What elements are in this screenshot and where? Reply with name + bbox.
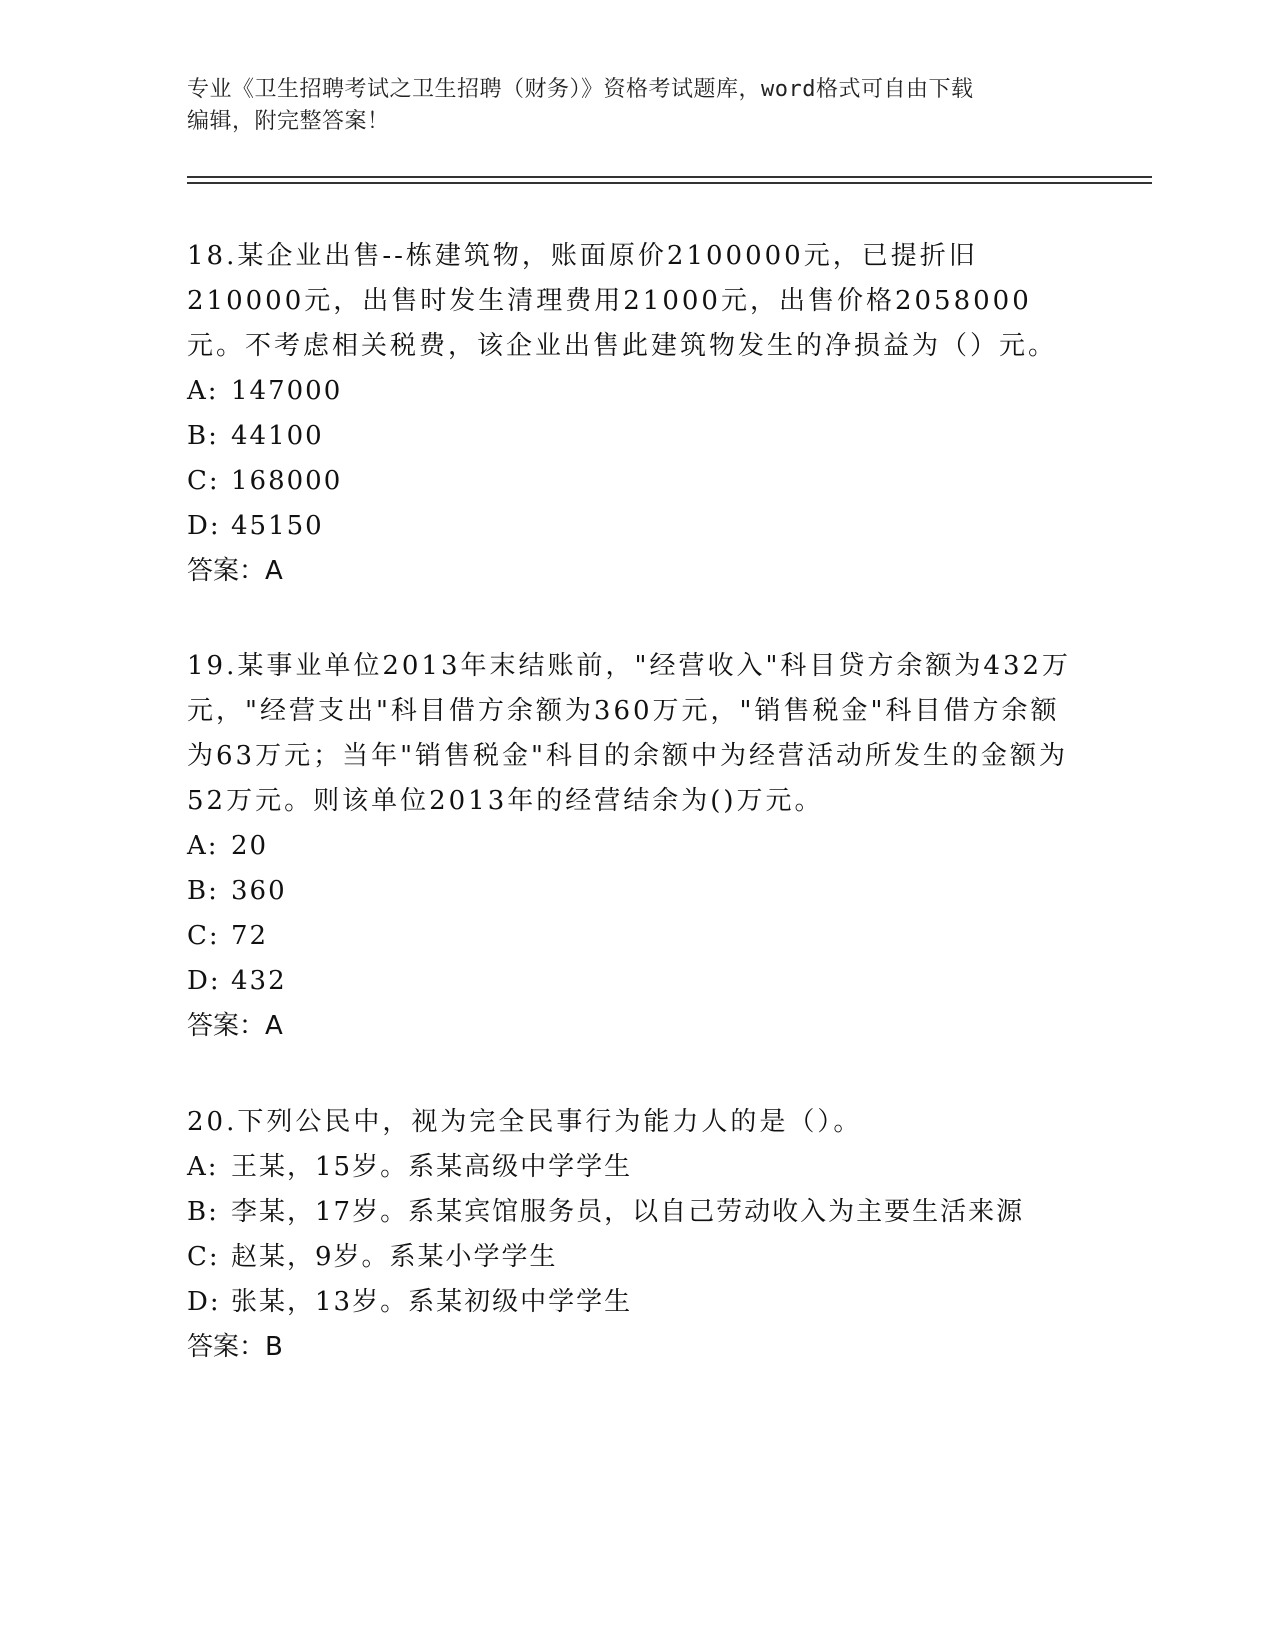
answer-label: 答案：B	[187, 1332, 283, 1362]
option-text: 72	[231, 921, 269, 951]
header-divider-bottom	[187, 182, 1152, 184]
answer-label: 答案：A	[187, 556, 283, 586]
question-text: 20.下列公民中，视为完全民事行为能力人的是（）。	[187, 1107, 863, 1137]
option-d	[187, 504, 1087, 549]
option-c	[187, 459, 1087, 504]
option-a	[187, 824, 1087, 869]
option-letter: D:	[187, 511, 221, 541]
option-text: 王某，15岁。系某高级中学学生	[231, 1152, 633, 1182]
question-19	[187, 644, 1087, 1049]
option-a	[187, 1145, 1087, 1190]
option-d	[187, 959, 1087, 1004]
option-letter: C:	[187, 1242, 220, 1272]
option-letter: D:	[187, 966, 221, 996]
question-text: 19.某事业单位2013年末结账前，"经营收入"科目贷方余额为432万元，"经营支出"科目借方余额为360万元，"销售税金"科目借方余额为63万元；当年"销售税金"科目的余额中为经营活动所发生的金额为52万元。则该单位2013年的经营结余为()万元。	[187, 651, 1072, 816]
document-header	[187, 74, 1087, 138]
option-c	[187, 914, 1087, 959]
option-b	[187, 1190, 1087, 1235]
option-letter: A:	[187, 376, 219, 406]
option-text: 李某，17岁。系某宾馆服务员，以自己劳动收入为主要生活来源	[231, 1197, 1025, 1227]
header-divider-top	[187, 176, 1152, 178]
option-d	[187, 1280, 1087, 1325]
option-a	[187, 369, 1087, 414]
option-letter: A:	[187, 831, 219, 861]
option-text: 432	[231, 966, 287, 996]
header-line-2: 编辑，附完整答案！	[187, 109, 390, 134]
option-text: 张某，13岁。系某初级中学学生	[231, 1287, 633, 1317]
option-text: 168000	[231, 466, 343, 496]
answer-label: 答案：A	[187, 1011, 283, 1041]
option-b	[187, 869, 1087, 914]
option-letter: C:	[187, 921, 220, 951]
option-letter: A:	[187, 1152, 219, 1182]
question-20	[187, 1100, 1087, 1370]
option-b	[187, 414, 1087, 459]
option-text: 20	[231, 831, 269, 861]
option-text: 赵某，9岁。系某小学学生	[231, 1242, 558, 1272]
question-text: 18.某企业出售--栋建筑物，账面原价2100000元，已提折旧210000元，出售时发生清理费用21000元，出售价格2058000元。不考虑相关税费，该企业出售此建筑物发生的净损益为（）元。	[187, 241, 1058, 361]
option-text: 44100	[231, 421, 324, 451]
option-letter: B:	[187, 1197, 219, 1227]
question-18	[187, 234, 1087, 594]
option-text: 360	[231, 876, 287, 906]
option-text: 147000	[231, 376, 343, 406]
option-text: 45150	[231, 511, 324, 541]
option-letter: B:	[187, 421, 219, 451]
header-line-1: 专业《卫生招聘考试之卫生招聘（财务）》资格考试题库，word格式可自由下载	[187, 77, 974, 102]
option-letter: D:	[187, 1287, 221, 1317]
option-letter: B:	[187, 876, 219, 906]
option-c	[187, 1235, 1087, 1280]
option-letter: C:	[187, 466, 220, 496]
